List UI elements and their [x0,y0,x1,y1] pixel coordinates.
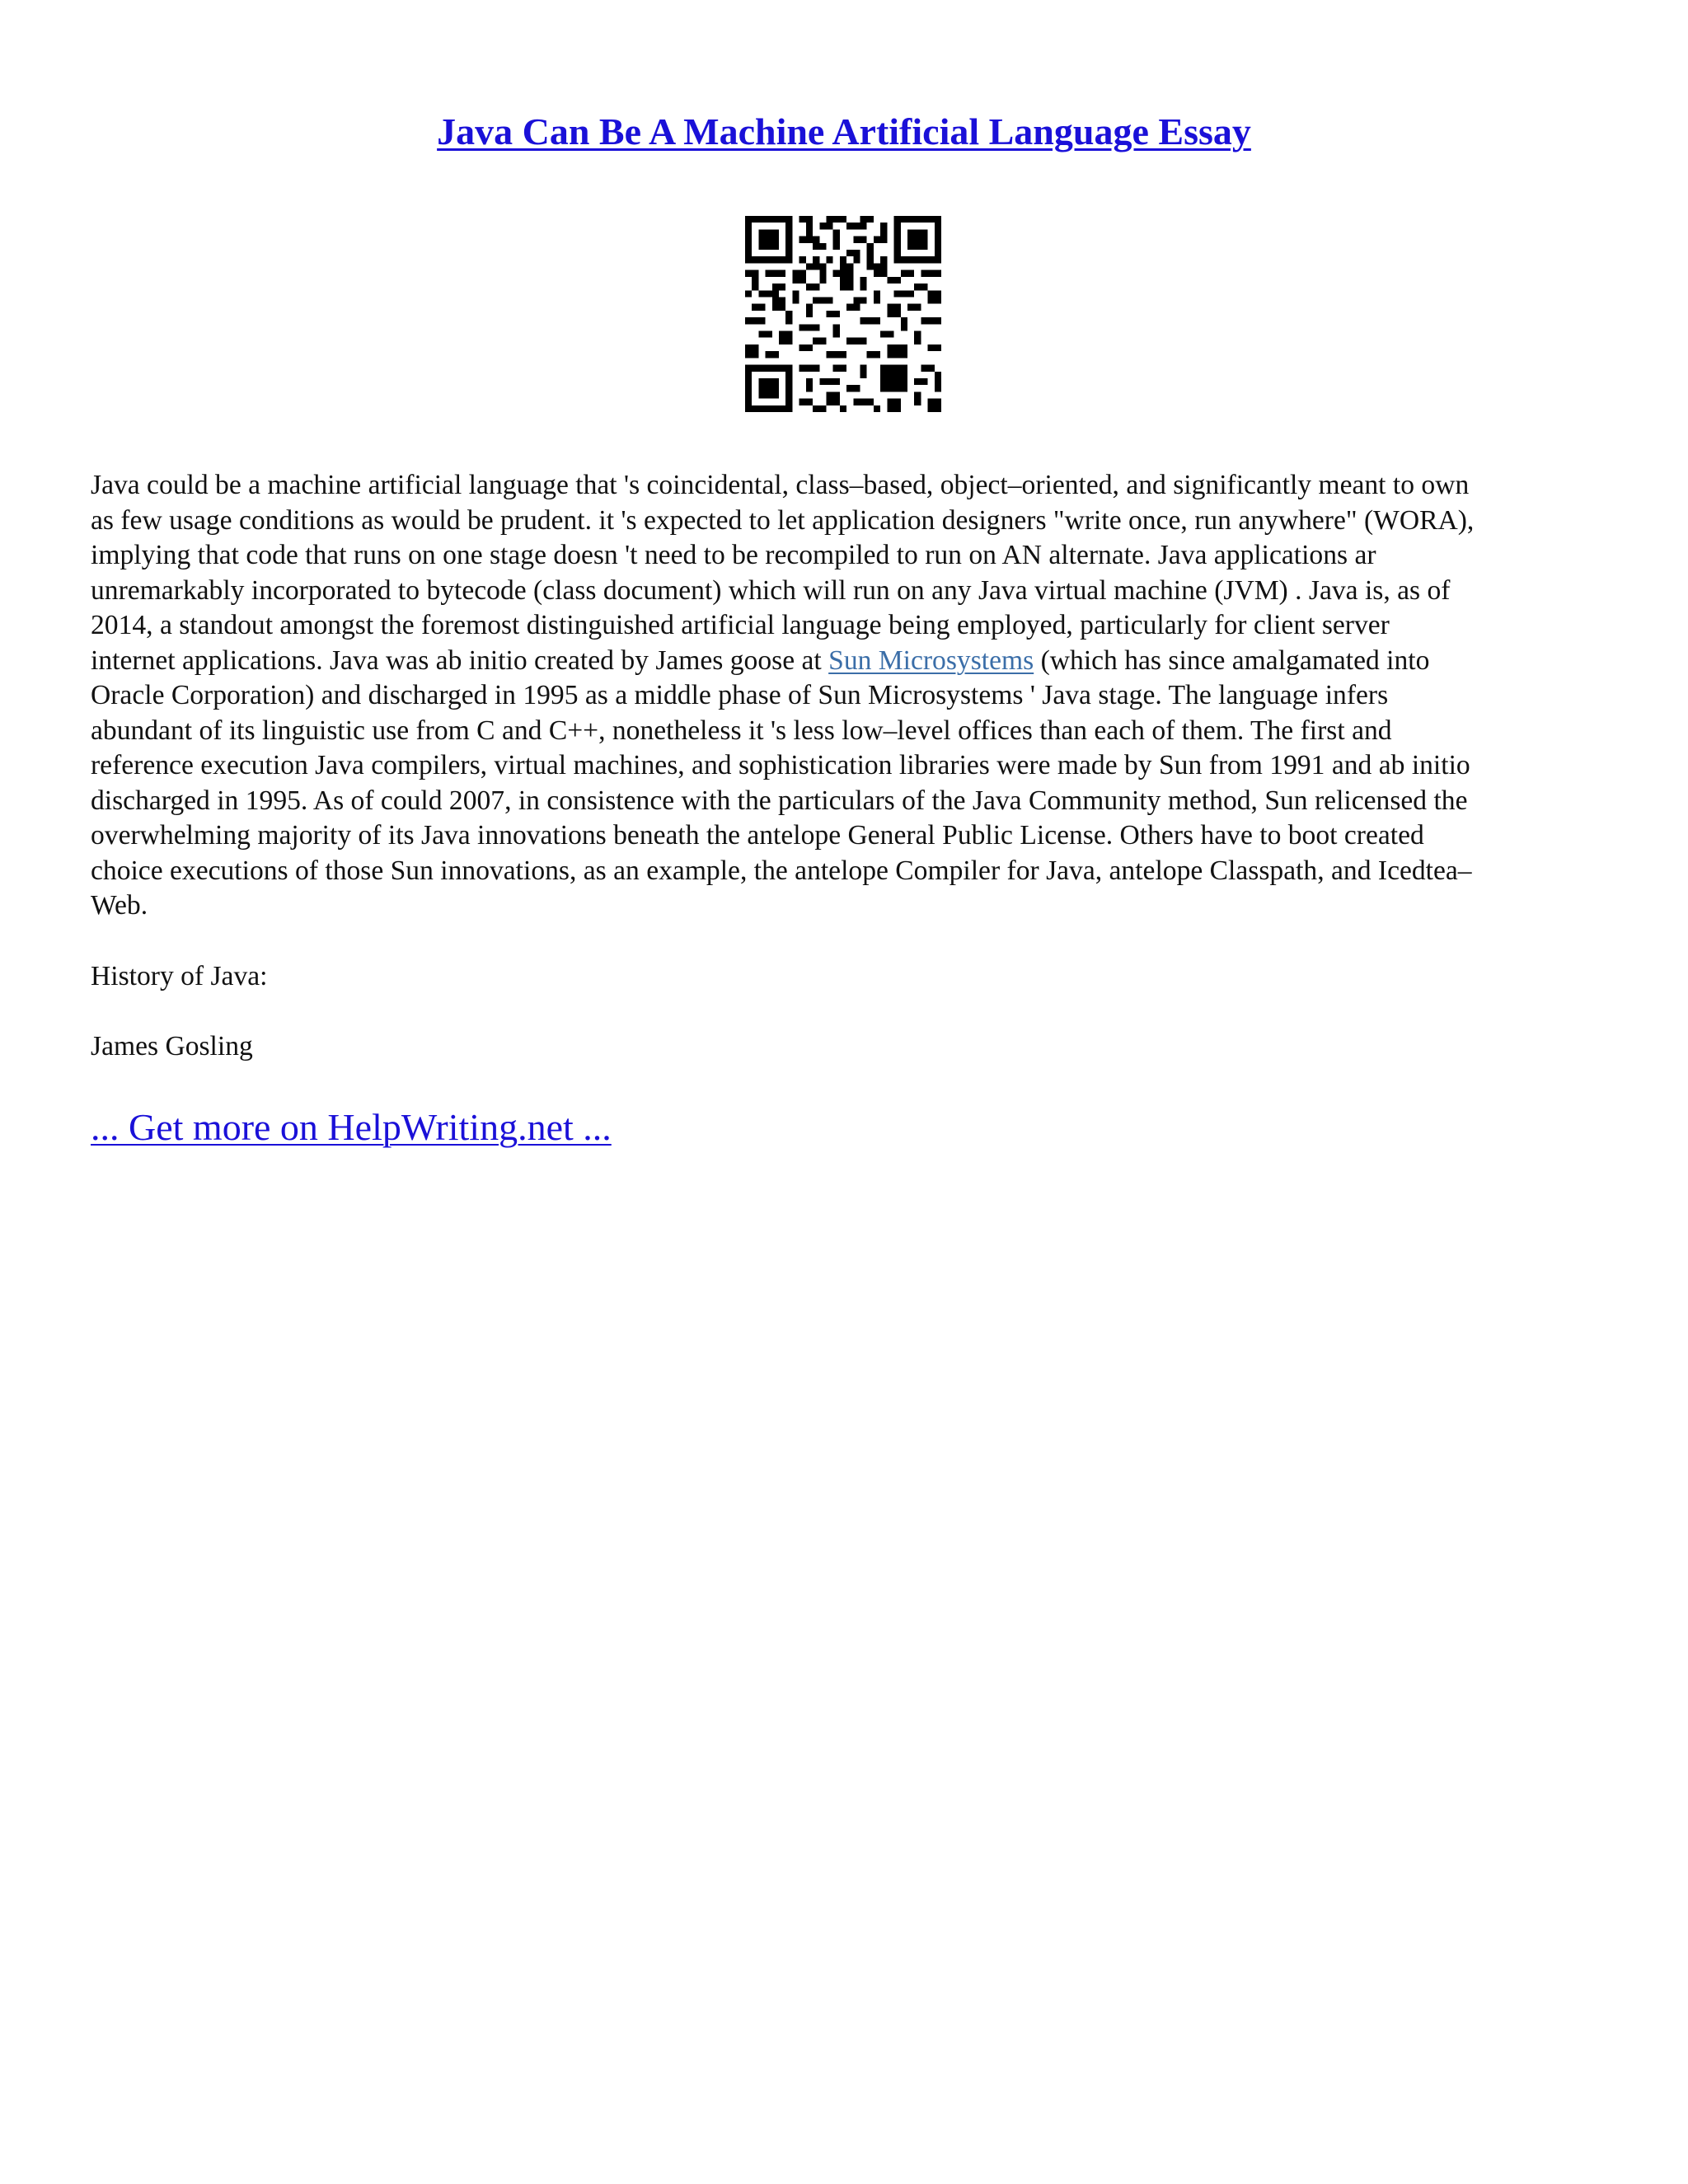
qr-code-icon [745,216,941,412]
paragraph-line-with-link [91,644,1607,679]
paragraph-line-tail: (which has since amalgamated into [1034,644,1430,676]
james-gosling-text: James Gosling [91,1031,253,1062]
paragraph-line: abundant of its linguistic use from C and C++, nonetheless it 's less low–level offices than each of them. The first and [91,715,1392,746]
document-title [0,105,1688,158]
paragraph-line-head: internet applications. Java was ab initio created by James goose at [91,644,829,676]
paragraph-line: discharged in 1995. As of could 2007, in consistence with the particulars of the Java Community method, Sun relicensed the [91,785,1468,816]
title-link[interactable]: Java Can Be A Machine Artificial Language Essay [437,110,1251,152]
get-more-link[interactable]: ... Get more on HelpWriting.net ... [91,1106,612,1148]
paragraph-line: as few usage conditions as would be prudent. it 's expected to let application designers "write once, run anywhere" (WORA), [91,504,1475,536]
paragraph-line: 2014, a standout amongst the foremost distinguished artificial language being employed, particularly for client server [91,610,1390,640]
paragraph-line: Java could be a machine artificial language that 's coincidental, class–based, object–oriented, and significantly meant to own [91,470,1470,500]
history-heading: History of Java: [91,961,268,991]
paragraph-line: implying that code that runs on one stage doesn 't need to be recompiled to run on AN alternate. Java applications ar [91,540,1376,570]
paragraph-line: Web. [91,890,148,921]
paragraph-line: overwhelming majority of its Java innovations beneath the antelope General Public License. Others have to boot created [91,820,1424,851]
paragraph-line: Oracle Corporation) and discharged in 1995 as a middle phase of Sun Microsystems ' Java stage. The language infers [91,680,1389,710]
paragraph-line: choice executions of those Sun innovations, as an example, the antelope Compiler for Java, antelope Classpath, and Icedtea– [91,855,1472,886]
sun-microsystems-link[interactable]: Sun Microsystems [828,644,1034,676]
paragraph-line: unremarkably incorporated to bytecode (class document) which will run on any Java virtual machine (JVM) . Java is, as of [91,574,1451,606]
essay-paragraph [91,468,1607,924]
get-more-container [91,1103,612,1152]
paragraph-line: reference execution Java compilers, virtual machines, and sophistication libraries were made by Sun from 1991 and ab initio [91,750,1470,780]
